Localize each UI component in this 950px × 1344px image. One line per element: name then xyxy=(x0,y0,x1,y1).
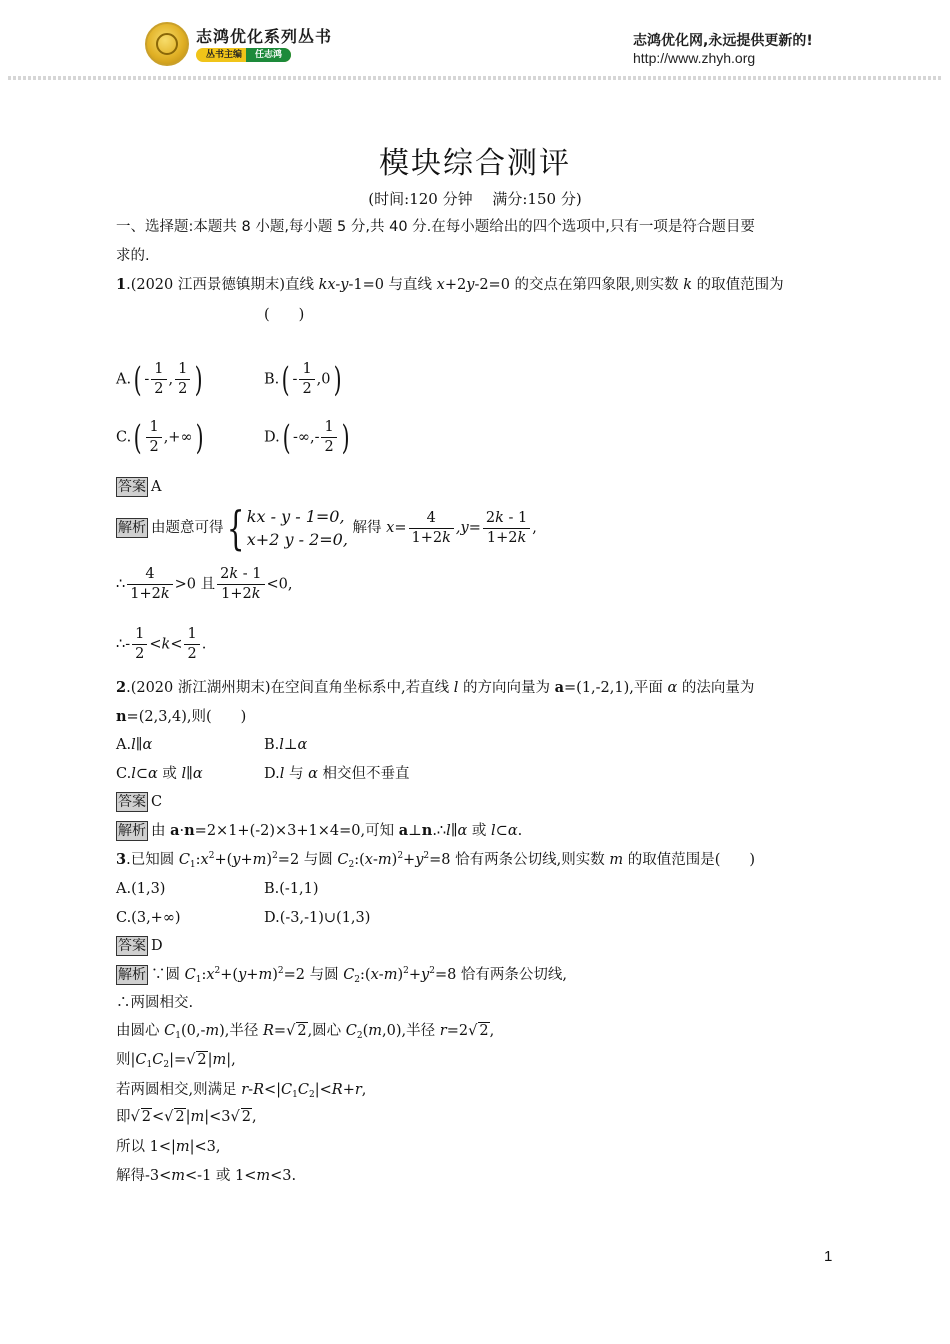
question-2-stem-cont: n=(2,3,4),则( ) xyxy=(116,708,247,725)
q3-analysis-line3: 由圆心 $C_1(0,-m)$,半径 R=√ 2,圆心 $C_2(m,0)$,半径 r=2√ 2, xyxy=(116,1023,495,1041)
site-url[interactable]: http://www.zhyh.org xyxy=(633,50,756,66)
q1-option-d[interactable]: D.( -∞,- $\frac{1}{2}$ ) xyxy=(264,417,350,458)
q1-option-a[interactable]: A.( - $\frac{1}{2}$ , $\frac{1}{2}$ ) xyxy=(116,359,203,400)
q1-analysis-line1: 解析 由题意可得{ kx - y - 1=0, x+2 y - 2=0, 解得 x= $\frac{4}{1+2k}$ ,y= $\frac{2k - 1}{1+2k}$ , xyxy=(118,501,537,555)
question-1-blank: ( ) xyxy=(264,307,305,323)
q3-option-c[interactable]: C.(3,+∞) xyxy=(116,910,181,926)
q1-analysis-line2: ∴ $\frac{4}{1+2k}$ >0 且 $\frac{2k - 1}{1+2k}$ <0, xyxy=(116,566,293,602)
question-1-stem: 1.(2020 江西景德镇期末)直线 kx-y-1=0 与直线 x+2y-2=0 的交点在第四象限,则实数 k 的取值范围为 xyxy=(116,276,784,293)
q2-answer: 答案 C xyxy=(118,794,163,810)
q2-option-a[interactable]: A.l∥α xyxy=(116,737,153,753)
editor-name: 任志鸿 xyxy=(246,48,291,62)
q1-option-c[interactable]: C.( $\frac{1}{2}$ ,+∞) xyxy=(116,417,204,458)
q3-analysis-line6: 即√ 2<√ 2|m|<3√ 2, xyxy=(116,1109,257,1125)
page-title: 模块综合测评 xyxy=(379,146,571,181)
analysis-label: 解析 xyxy=(118,520,146,536)
q3-analysis-line2: ∴两圆相交. xyxy=(116,995,194,1011)
question-3-stem: 3.已知圆 $C_1:x^2+(y+m)^2=2$ 与圆 $C_2:(x-m)^2+y^2=8$ 恰有两条公切线,则实数 m 的取值范围是( ) xyxy=(116,851,756,870)
q3-option-d[interactable]: D.(-3,-1)∪(1,3) xyxy=(264,910,371,926)
q1-analysis-line3: ∴- $\frac{1}{2}$ <k< $\frac{1}{2}$ . xyxy=(116,626,207,662)
q2-option-c[interactable]: C.l⊂α 或 l∥α xyxy=(116,766,203,782)
section-heading: 一、选择题:本题共 8 小题,每小题 5 分,共 40 分.在每小题给出的四个选项中,只有一项是符合题目要 xyxy=(116,219,755,235)
editor-label: 丛书主编 xyxy=(206,50,243,60)
q3-analysis-line4: 则$|C_1C_2|=√$ 2|m|, xyxy=(116,1052,236,1070)
series-title: 志鸿优化系列丛书 xyxy=(196,27,333,46)
editor-tag xyxy=(196,48,291,62)
page-header xyxy=(0,0,950,82)
page-number: 1 xyxy=(824,1248,833,1265)
q3-analysis-line5: 若两圆相交,则满足 $r-R<|C_1C_2|<R+r$, xyxy=(116,1082,367,1100)
header-divider xyxy=(8,76,942,80)
q3-option-a[interactable]: A.(1,3) xyxy=(116,881,166,897)
brand-logo-icon xyxy=(145,22,189,66)
q3-analysis-line7: 所以 1<|m|<3, xyxy=(116,1139,221,1155)
q1-answer: 答案 A xyxy=(118,479,162,495)
section-heading-cont: 求的. xyxy=(116,248,150,264)
q3-analysis-line1: 解析 ∵圆 $C_1:x^2+(y+m)^2=2$ 与圆 $C_2:(x-m)^2+y^2=8$ 恰有两条公切线, xyxy=(118,966,568,985)
question-2-stem: 2.(2020 浙江湖州期末)在空间直角坐标系中,若直线 l 的方向向量为 a=(1,-2,1),平面 α 的法向量为 xyxy=(116,679,755,696)
q3-option-b[interactable]: B.(-1,1) xyxy=(264,881,319,897)
q2-option-d[interactable]: D.l 与 α 相交但不垂直 xyxy=(264,766,410,782)
q2-analysis: 解析 由 a·n=2×1+(-2)×3+1×4=0,可知 a⊥n.∴l∥α 或 l⊂α. xyxy=(118,822,523,839)
slogan: 志鸿优化网,永远提供更新的! xyxy=(633,33,813,49)
answer-label: 答案 xyxy=(118,479,146,495)
q1-option-b[interactable]: B.( - $\frac{1}{2}$ ,0) xyxy=(264,359,342,400)
q3-analysis-line8: 解得-3<m<-1 或 1<m<3. xyxy=(116,1168,297,1184)
q3-answer: 答案 D xyxy=(118,938,163,954)
subtitle: (时间:120 分钟 满分:150 分) xyxy=(368,190,582,208)
q2-option-b[interactable]: B.l⊥α xyxy=(264,737,308,753)
